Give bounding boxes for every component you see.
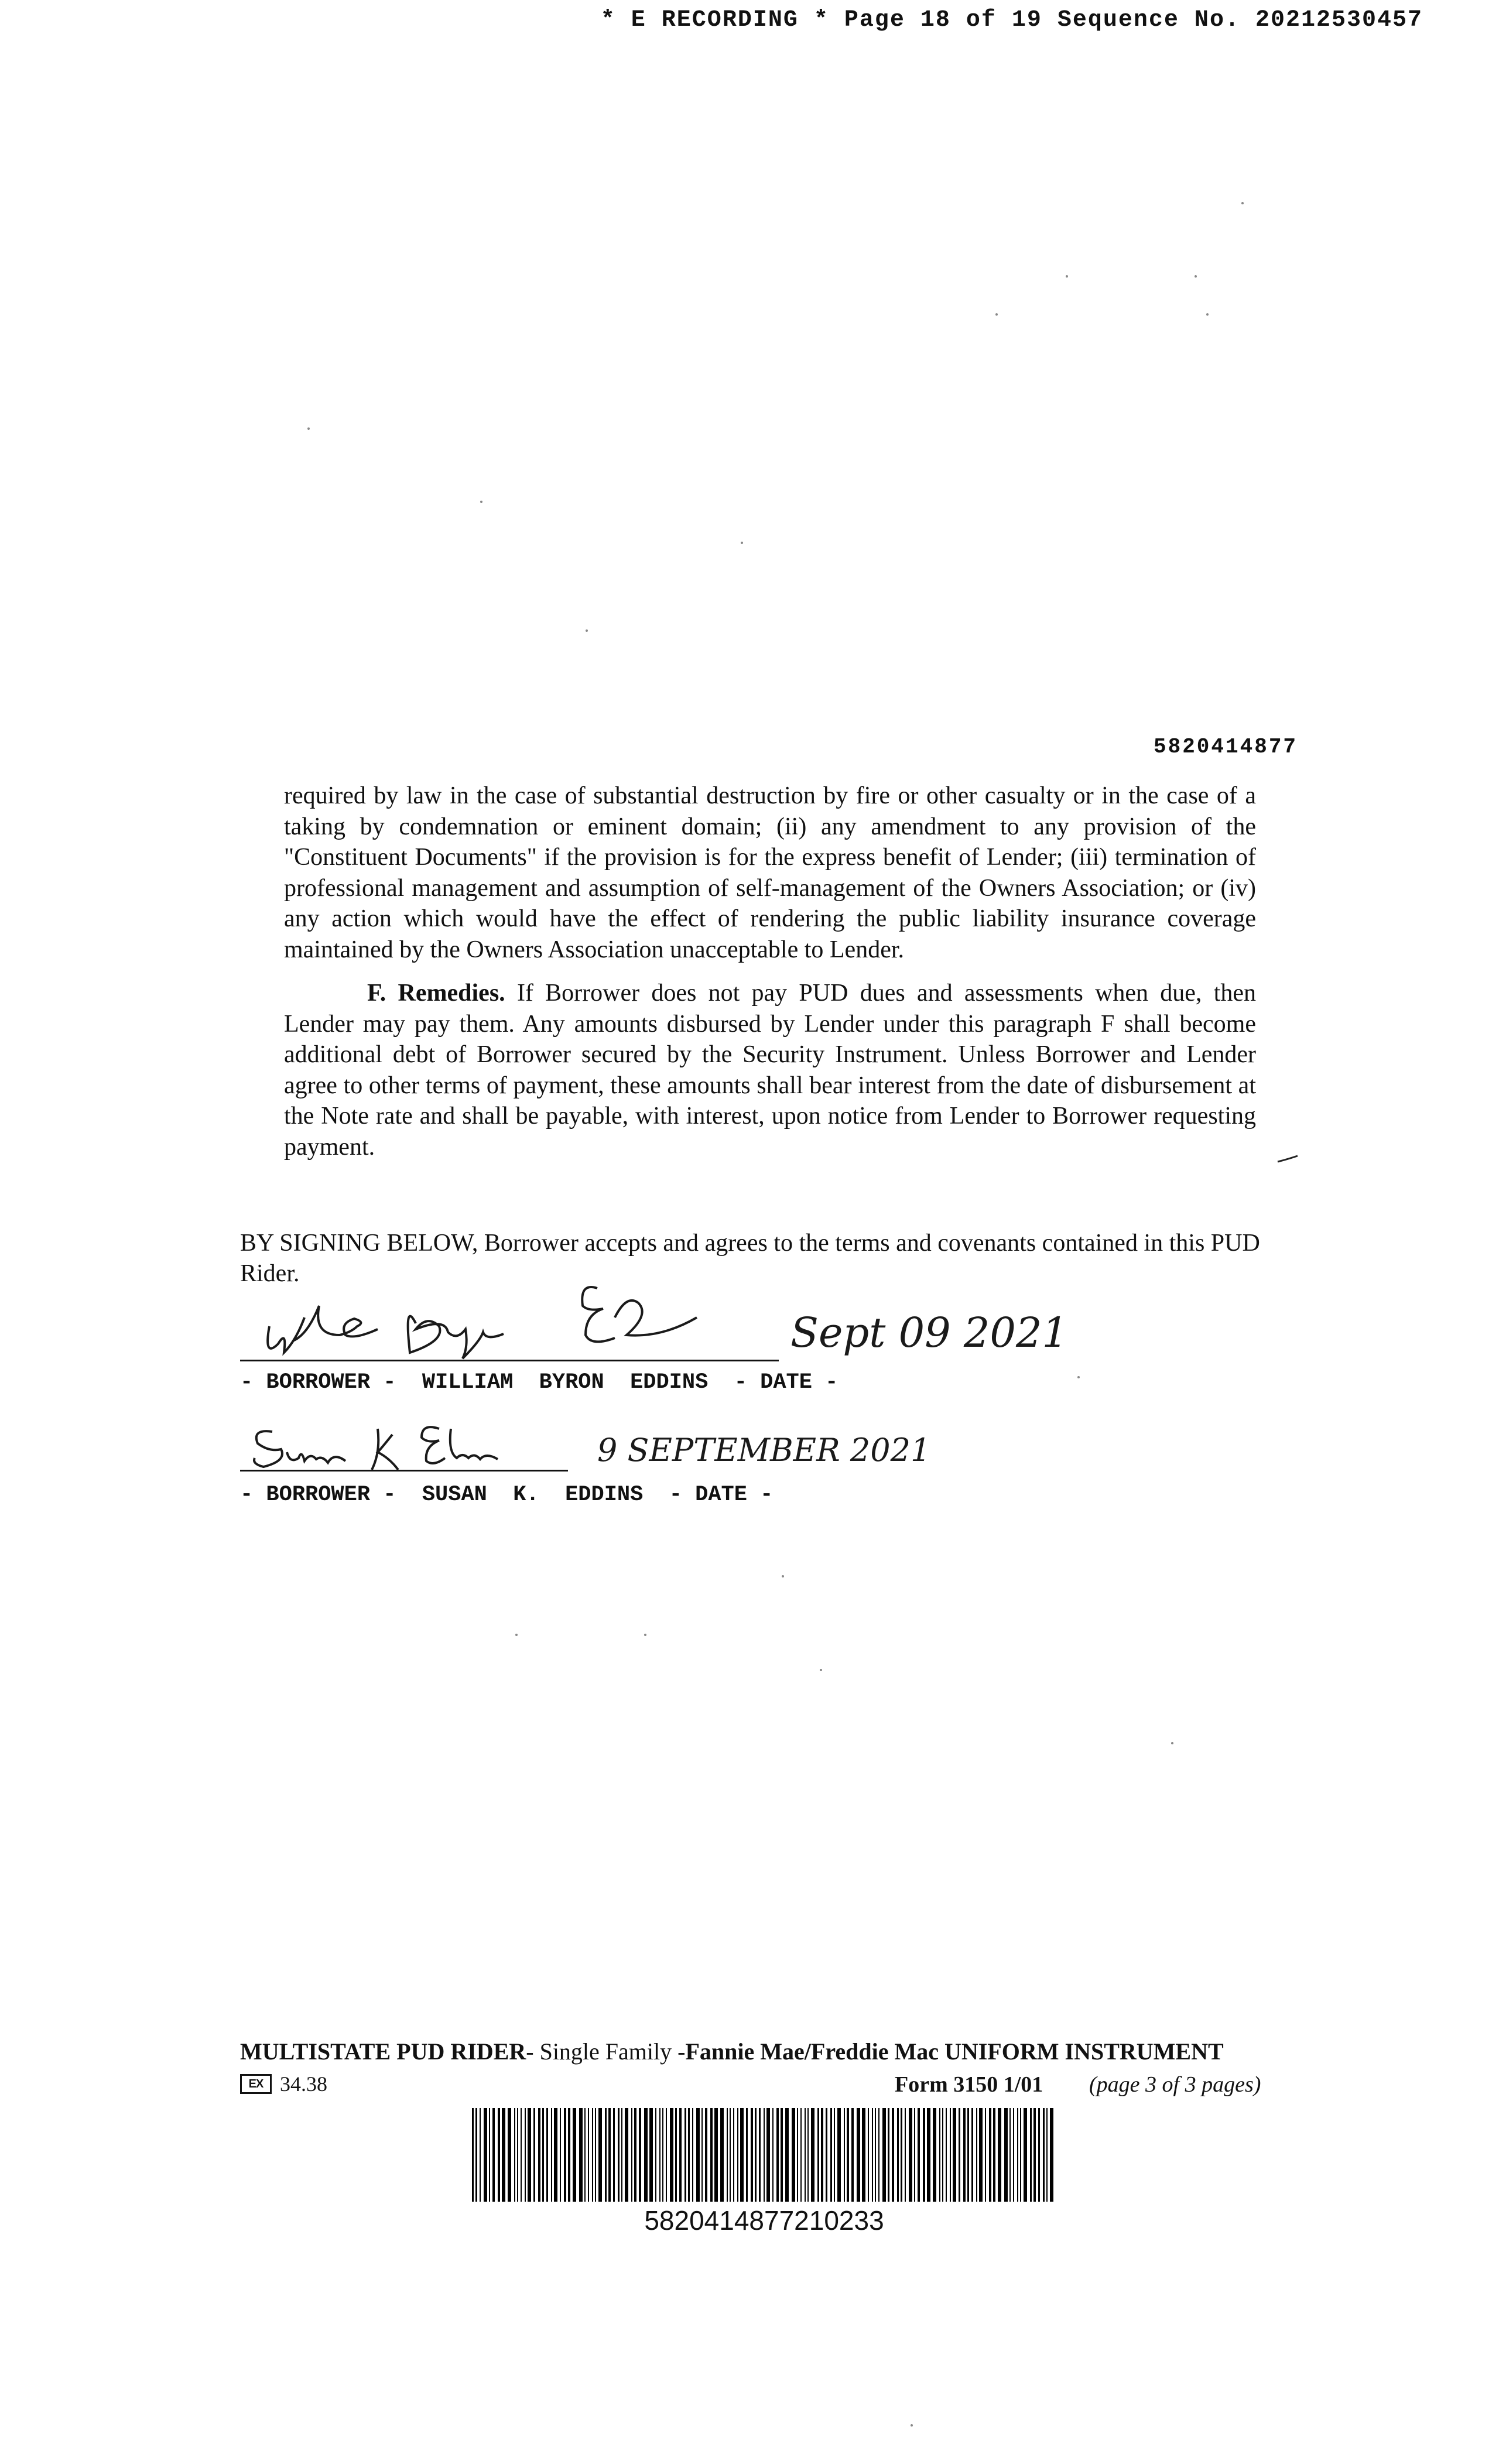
barcode-bar (598, 2108, 602, 2202)
barcode-bar (989, 2108, 991, 2202)
barcode-bar (834, 2108, 835, 2202)
barcode-bar (837, 2108, 841, 2202)
barcode-bar (685, 2108, 686, 2202)
barcode-bar (542, 2108, 544, 2202)
barcode-bar (588, 2108, 589, 2202)
barcode-bar (692, 2108, 693, 2202)
barcode-bar (868, 2108, 869, 2202)
scan-speck (586, 629, 588, 632)
remedies-paragraph (284, 978, 1256, 1162)
barcode-bar (631, 2108, 632, 2202)
barcode-bar (892, 2108, 894, 2202)
barcode-bar (923, 2108, 925, 2202)
barcode-bar (939, 2108, 940, 2202)
barcode-bar (659, 2108, 660, 2202)
barcode-bar (772, 2108, 774, 2202)
barcode-bar (967, 2108, 969, 2202)
barcode-bar (662, 2108, 663, 2202)
scan-speck (1066, 275, 1068, 278)
barcode-bar (1050, 2108, 1053, 2202)
barcode-bar (605, 2108, 607, 2202)
barcode-bar (1043, 2108, 1045, 2202)
barcode-bar (564, 2108, 566, 2202)
barcode-bar (807, 2108, 809, 2202)
barcode-bar (817, 2108, 819, 2202)
barcode-bar (946, 2108, 947, 2202)
barcode-bar (914, 2108, 915, 2202)
barcode-bar (933, 2108, 936, 2202)
barcode-bar (851, 2108, 854, 2202)
barcode-bar (942, 2108, 943, 2202)
barcode-bar (484, 2108, 487, 2202)
barcode-bar (918, 2108, 920, 2202)
barcode-bar (584, 2108, 586, 2202)
barcode-bar (666, 2108, 667, 2202)
remedies-heading: F. Remedies. (367, 980, 505, 1007)
barcode-bar (625, 2108, 628, 2202)
borrower-1-handwritten-date (785, 1306, 1113, 1364)
barcode-bar (546, 2108, 548, 2202)
scan-speck (911, 2424, 913, 2427)
barcode-bar (800, 2108, 802, 2202)
barcode-bar (1038, 2108, 1040, 2202)
scan-speck (1206, 313, 1209, 316)
handwritten-tick-mark (1276, 1154, 1300, 1165)
barcode-bar (805, 2108, 806, 2202)
form-title (240, 2038, 1224, 2065)
barcode-bar (821, 2108, 823, 2202)
ex-logo-icon: EX (240, 2074, 272, 2094)
barcode-bar (705, 2108, 707, 2202)
scan-speck (480, 501, 482, 503)
scan-speck (820, 1669, 822, 1671)
barcode-bar (688, 2108, 690, 2202)
barcode-bar (953, 2108, 956, 2202)
barcode-bar (826, 2108, 827, 2202)
barcode-bar (727, 2108, 728, 2202)
barcode-bar (909, 2108, 912, 2202)
barcode-bar (959, 2108, 960, 2202)
barcode-bar (776, 2108, 779, 2202)
barcode-bar (595, 2108, 596, 2202)
borrower-2-handwritten-signature (246, 1417, 550, 1476)
barcode-bar (492, 2108, 495, 2202)
barcode-bar (472, 2108, 474, 2202)
barcode-bar (905, 2108, 906, 2202)
form-number: Form 3150 1/01 (895, 2072, 1043, 2097)
barcode-bar (1013, 2108, 1014, 2202)
barcode-bar (878, 2108, 879, 2202)
barcode-bar (498, 2108, 500, 2202)
barcode-bar (480, 2108, 481, 2202)
barcode-bar (1020, 2108, 1021, 2202)
barcode-bar (475, 2108, 477, 2202)
barcode-bar (1046, 2108, 1048, 2202)
barcode-bar (979, 2108, 983, 2202)
loan-number: 5820414877 (1154, 735, 1298, 759)
barcode-bar (679, 2108, 682, 2202)
barcode-bar (751, 2108, 753, 2202)
scan-speck (1171, 1742, 1173, 1744)
borrower-2-handwritten-date (597, 1429, 931, 1476)
barcode-bar (927, 2108, 930, 2202)
barcode-bar (525, 2108, 526, 2202)
barcode-bar (608, 2108, 611, 2202)
page-indicator: (page 3 of 3 pages) (1089, 2072, 1261, 2097)
form-title-part-1: MULTISTATE PUD RIDER (240, 2038, 526, 2065)
barcode-bar (675, 2108, 677, 2202)
barcode-bar (701, 2108, 703, 2202)
scan-speck (741, 542, 743, 544)
barcode-bar (551, 2108, 552, 2202)
barcode-bar (528, 2108, 531, 2202)
borrower-1-signature-label: - BORROWER - WILLIAM BYRON EDDINS - DATE - (240, 1370, 839, 1395)
form-code (240, 2072, 327, 2096)
barcode-bar (730, 2108, 731, 2202)
barcode-bar (573, 2108, 576, 2202)
barcode-bar (489, 2108, 490, 2202)
borrower-2-signature-label: - BORROWER - SUSAN K. EDDINS - DATE - (240, 1483, 774, 1507)
remedies-text: If Borrower does not pay PUD dues and assessments when due, then Lender may pay them. Any amounts disbursed by Lender under this paragraph F shall become additional debt of Borrower secured by the Security Instrument. Unless Borrower and Lender agree to other terms of payment, these amounts shall bear interest from the date of disbursement at the Note rate and shall be payable, with interest, upon notice from Lender to Borrower requesting payment. (284, 980, 1257, 1161)
rider-paragraph-continuation: required by law in the case of substantial destruction by fire or other casualty or in the case of a taking by condemnation or eminent domain; (ii) any amendment to any provision of the "Constituent Documents" if the provision is for the express benefit of Lender; (iii) termination of professional management and assumption of self-management of the Owners Association; or (iv) any action which would have the effect of rendering the public liability insurance coverage maintained by the Owners Association unacceptable to Lender. (284, 782, 1256, 963)
barcode-bar (759, 2108, 761, 2202)
barcode-number: 5820414877210233 (644, 2205, 884, 2236)
barcode-bar (720, 2108, 724, 2202)
barcode (468, 2108, 1060, 2202)
barcode-bar (737, 2108, 738, 2202)
barcode-bar (618, 2108, 620, 2202)
barcode-bar (639, 2108, 641, 2202)
barcode-bar (1004, 2108, 1008, 2202)
barcode-bar (1033, 2108, 1036, 2202)
barcode-bar (670, 2108, 673, 2202)
barcode-bar (746, 2108, 748, 2202)
barcode-bar (579, 2108, 583, 2202)
barcode-bar (733, 2108, 734, 2202)
form-title-part-2: - Single Family - (526, 2038, 686, 2065)
barcode-bar (985, 2108, 986, 2202)
scan-speck (782, 1575, 784, 1577)
barcode-bar (613, 2108, 615, 2202)
scan-speck (1077, 1376, 1080, 1378)
barcode-bar (517, 2108, 518, 2202)
barcode-bar (830, 2108, 832, 2202)
barcode-bar (696, 2108, 700, 2202)
barcode-bar (554, 2108, 557, 2202)
barcode-bar (792, 2108, 795, 2202)
barcode-bar (740, 2108, 744, 2202)
barcode-bar (755, 2108, 757, 2202)
barcode-bar (998, 2108, 1001, 2202)
barcode-bar (785, 2108, 789, 2202)
scan-speck (515, 1634, 518, 1636)
barcode-bar (811, 2108, 814, 2202)
scan-speck (307, 427, 310, 430)
barcode-bar (882, 2108, 886, 2202)
barcode-bar (781, 2108, 783, 2202)
barcode-bar (634, 2108, 636, 2202)
form-title-part-3: Fannie Mae/Freddie Mac UNIFORM INSTRUMENT (685, 2038, 1224, 2065)
barcode-bar (1009, 2108, 1011, 2202)
barcode-bar (857, 2108, 860, 2202)
barcode-bar (521, 2108, 522, 2202)
barcode-bar (655, 2108, 656, 2202)
barcode-bar (971, 2108, 973, 2202)
barcode-bar (1024, 2108, 1027, 2202)
barcode-bar (847, 2108, 849, 2202)
barcode-bar (844, 2108, 845, 2202)
barcode-bar (862, 2108, 865, 2202)
barcode-bar (621, 2108, 622, 2202)
barcode-bar (797, 2108, 798, 2202)
barcode-bar (644, 2108, 648, 2202)
barcode-bar (888, 2108, 889, 2202)
borrower-1-signature-line (240, 1360, 779, 1361)
barcode-bar (1017, 2108, 1018, 2202)
barcode-bar (508, 2108, 511, 2202)
barcode-bar (897, 2108, 899, 2202)
barcode-bar (568, 2108, 570, 2202)
barcode-bar (1030, 2108, 1032, 2202)
scan-speck (1195, 275, 1197, 278)
form-code-number: 34.38 (280, 2072, 327, 2096)
barcode-bar (560, 2108, 561, 2202)
barcode-bar (875, 2108, 876, 2202)
barcode-bar (592, 2108, 593, 2202)
barcode-bar (872, 2108, 873, 2202)
barcode-bar (766, 2108, 770, 2202)
recording-header: * E RECORDING * Page 18 of 19 Sequence No. 20212530457 (600, 7, 1423, 33)
borrower-2-signature-line (240, 1470, 568, 1471)
barcode-bar (538, 2108, 540, 2202)
barcode-bar (963, 2108, 966, 2202)
barcode-bar (901, 2108, 902, 2202)
signing-statement: BY SIGNING BELOW, Borrower accepts and agrees to the terms and covenants contained in this PUD Rider. (240, 1230, 1260, 1287)
handwritten-date-text: Sept 09 2021 (790, 1309, 1069, 1357)
handwritten-date-text: 9 SEPTEMBER 2021 (597, 1432, 931, 1469)
scan-speck (644, 1634, 646, 1636)
barcode-bar (514, 2108, 515, 2202)
scan-speck (1241, 202, 1244, 204)
barcode-bar (976, 2108, 977, 2202)
barcode-bar (764, 2108, 765, 2202)
barcode-bar (502, 2108, 505, 2202)
barcode-bar (950, 2108, 951, 2202)
barcode-bar (533, 2108, 535, 2202)
barcode-bar (993, 2108, 995, 2202)
barcode-bar (710, 2108, 713, 2202)
barcode-bar (649, 2108, 653, 2202)
barcode-bar (714, 2108, 718, 2202)
scan-speck (995, 313, 998, 316)
